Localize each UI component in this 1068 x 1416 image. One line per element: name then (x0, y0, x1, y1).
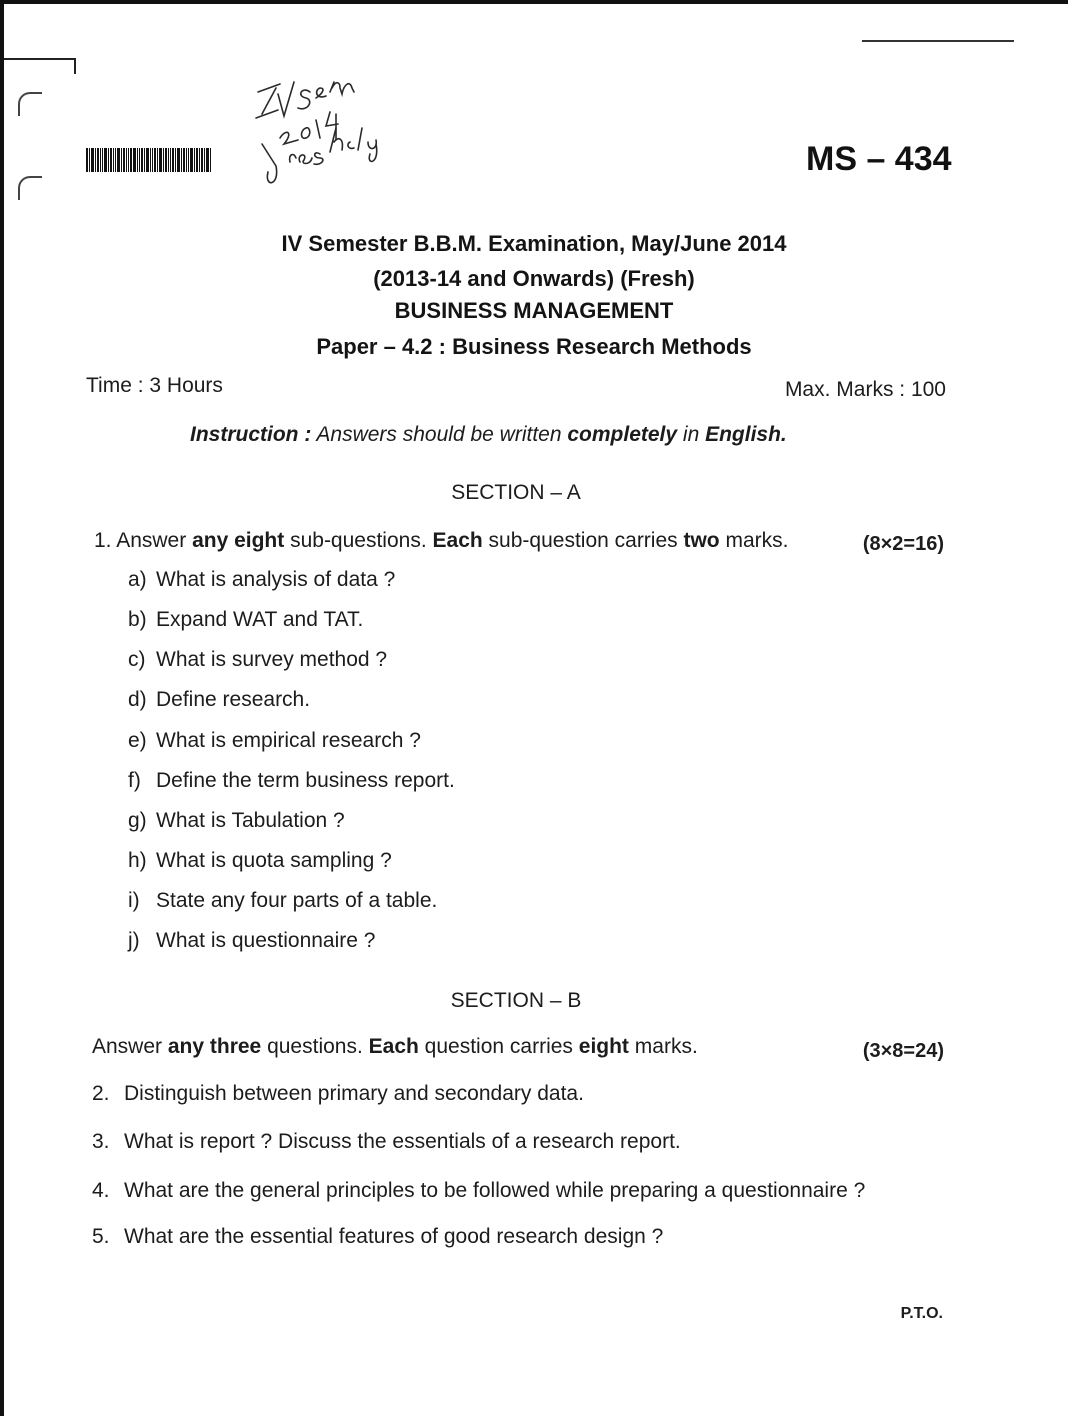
sub-question-text: What is questionnaire ? (156, 929, 376, 952)
question-text: What is report ? Discuss the essentials of a research report. (124, 1130, 681, 1153)
instruction-text: marks. (628, 1035, 698, 1058)
sub-question-label: j) (128, 929, 140, 952)
question-number: 5. (92, 1225, 110, 1248)
exam-scheme: (2013-14 and Onwards) (Fresh) (373, 266, 695, 291)
handwritten-note-marks (256, 82, 377, 183)
sub-question-label: g) (128, 809, 147, 832)
instruction-emphasis: English. (705, 423, 787, 446)
instruction-emphasis: any three (167, 1035, 262, 1058)
sub-question (128, 568, 395, 592)
sub-question-text: Expand WAT and TAT. (156, 608, 364, 631)
section-b-title: SECTION – B (450, 989, 582, 1012)
question-text: Distinguish between primary and secondary data. (124, 1082, 584, 1105)
sub-question-text: What is empirical research ? (156, 729, 421, 752)
sub-question-text: Define research. (156, 688, 311, 711)
question-1 (94, 529, 788, 553)
question-emphasis: Each (432, 529, 483, 552)
question-text: sub-questions. (284, 529, 433, 552)
sub-question-label: c) (128, 648, 146, 671)
question (92, 1082, 584, 1106)
instruction-text: Answer (92, 1035, 168, 1058)
duration: Time : 3 Hours (86, 374, 223, 397)
question (92, 1179, 865, 1203)
sub-question (128, 648, 387, 672)
question-text: sub-question carries (482, 529, 684, 552)
top-right-rule (862, 40, 1014, 42)
sub-question (128, 809, 345, 833)
instruction-emphasis: eight (578, 1035, 629, 1058)
question-text: marks. (719, 529, 789, 552)
sub-question (128, 849, 392, 873)
question-emphasis: two (683, 529, 720, 552)
binding-hole-mark (18, 176, 42, 200)
scan-border-top (0, 0, 1068, 4)
sub-question-label: a) (128, 568, 147, 591)
section-b-instruction (92, 1035, 698, 1059)
instruction-label: Instruction : (190, 423, 312, 446)
sub-question-text: What is quota sampling ? (156, 849, 392, 872)
sub-question (128, 889, 437, 913)
corner-mark (4, 58, 76, 74)
scan-border-left (0, 0, 4, 1416)
sub-question-text: What is survey method ? (156, 648, 388, 671)
instruction-text: in (677, 423, 706, 446)
section-a-title: SECTION – A (451, 481, 581, 504)
question (92, 1130, 681, 1154)
section-b-marks: (3×8=24) (862, 1040, 944, 1062)
section-a-marks: (8×2=16) (862, 533, 944, 555)
instruction-text: Answers should be written (316, 423, 568, 446)
page-turn-note: P.T.O. (900, 1305, 943, 1322)
instruction-text: question carries (418, 1035, 579, 1058)
binding-hole-mark (18, 92, 42, 116)
sub-question (128, 608, 363, 632)
sub-question (128, 769, 455, 793)
paper-code: MS – 434 (806, 140, 952, 178)
question-text: What are the general principles to be followed while preparing a questionnaire ? (124, 1179, 866, 1202)
exam-title: IV Semester B.B.M. Examination, May/June 2014 (281, 231, 787, 256)
question-number: 3. (92, 1130, 110, 1153)
sub-question-label: d) (128, 688, 147, 711)
question-emphasis: any eight (192, 529, 285, 552)
question-number: 1. (94, 529, 112, 552)
instruction-emphasis: completely (567, 423, 678, 446)
sub-question-label: i) (128, 889, 140, 912)
subject-name: BUSINESS MANAGEMENT (394, 298, 674, 323)
sub-question-text: What is analysis of data ? (156, 568, 396, 591)
sub-question (128, 929, 375, 953)
sub-question-text: Define the term business report. (156, 769, 455, 792)
sub-question-label: e) (128, 729, 147, 752)
question-number: 2. (92, 1082, 110, 1105)
question-text: Answer (116, 529, 193, 552)
sub-question-text: State any four parts of a table. (156, 889, 438, 912)
question (92, 1225, 663, 1249)
sub-question-label: f) (128, 769, 141, 792)
max-marks: Max. Marks : 100 (784, 378, 946, 401)
sub-question (128, 729, 421, 753)
instruction-text: questions. (261, 1035, 369, 1058)
question-number: 4. (92, 1179, 110, 1202)
paper-title: Paper – 4.2 : Business Research Methods (316, 334, 752, 359)
barcode (86, 148, 222, 172)
sub-question-label: h) (128, 849, 147, 872)
instruction-emphasis: Each (368, 1035, 419, 1058)
sub-question-text: What is Tabulation ? (156, 809, 345, 832)
handwritten-note (250, 58, 410, 198)
sub-question-label: b) (128, 608, 147, 631)
sub-question (128, 688, 310, 712)
question-text: What are the essential features of good research design ? (124, 1225, 664, 1248)
instruction (190, 423, 787, 447)
